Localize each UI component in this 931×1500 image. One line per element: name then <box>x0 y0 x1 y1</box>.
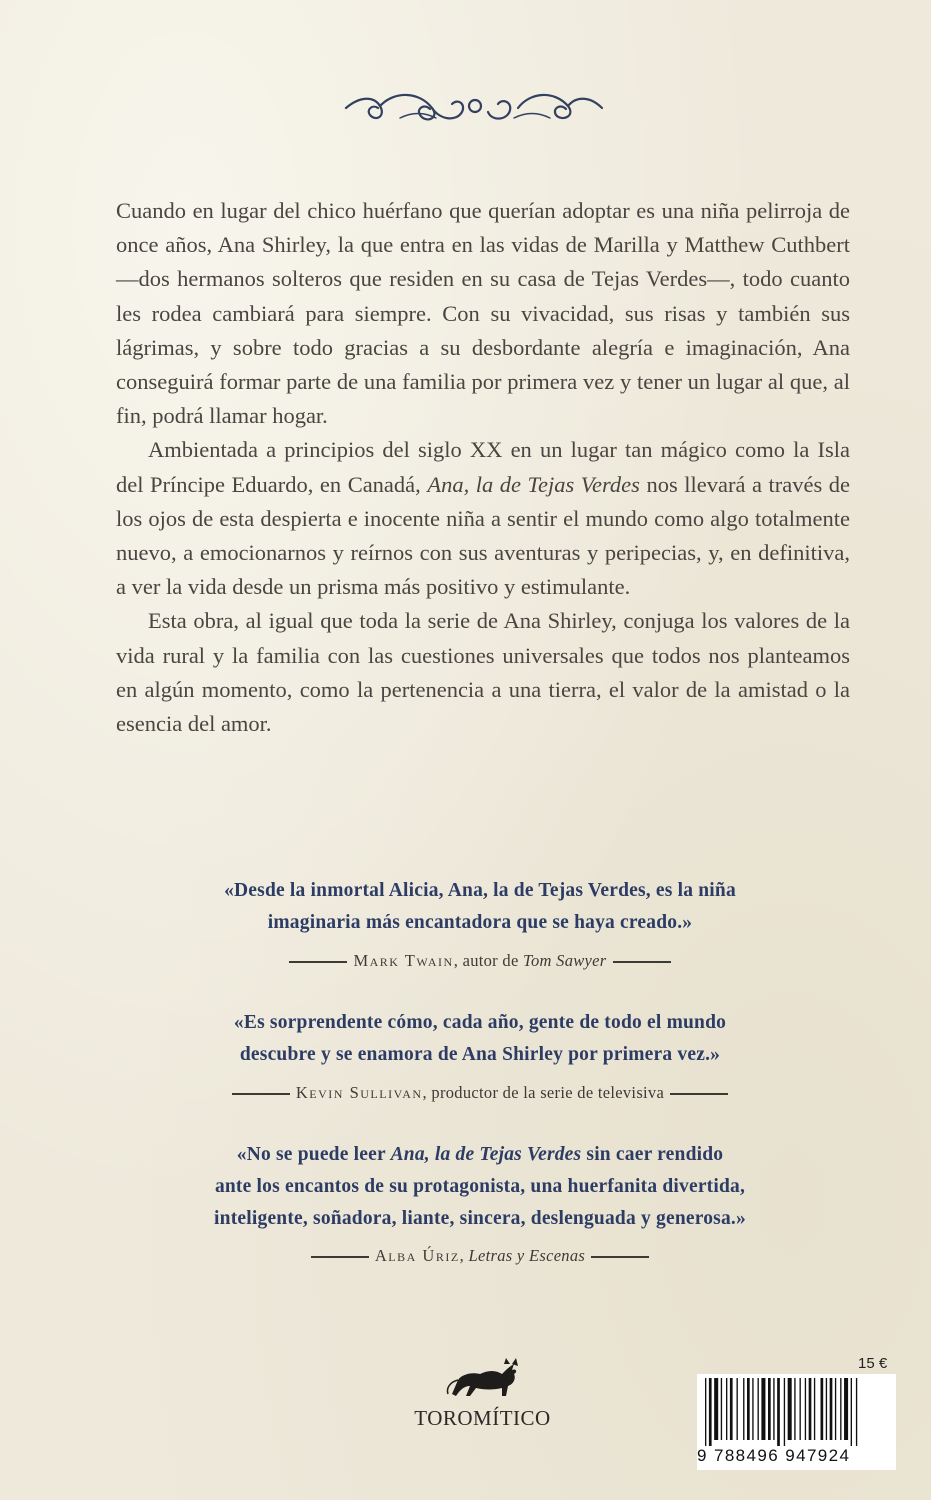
quote-attribution-3 <box>130 1246 830 1266</box>
quote-author-role: , productor de la serie de televisiva <box>422 1083 665 1102</box>
book-title: Ana, la de Tejas Verdes <box>427 471 640 497</box>
barcode-bar <box>743 1378 744 1440</box>
synopsis-paragraph-2 <box>116 433 850 604</box>
quote-author: Kevin Sullivan <box>295 1083 423 1102</box>
barcode-bar <box>809 1378 812 1440</box>
dash-rule <box>311 1256 369 1258</box>
barcode-bar <box>840 1378 841 1440</box>
barcode-bar <box>714 1378 718 1440</box>
quote-text: sin caer rendido <box>581 1144 724 1165</box>
synopsis-paragraph-1: Cuando en lugar del chico huérfano que querían adoptar es una niña pelirroja de once años, Ana Shirley, la que entra en las vidas de Marilla y Matthew Cuthbert —dos hermanos solteros que residen en su casa de Tejas Verdes—, todo cuanto les rodea cambiará para siempre. Con su vivacidad, sus risas y también sus lágrimas, y sobre todo gracias a su desbordante alegría e imaginación, Ana conseguirá formar parte de una familia por primera vez y tener un lugar al que, al fin, podrá llamar hogar. <box>116 198 850 429</box>
quote-work-title: Tom Sawyer <box>523 951 607 970</box>
barcode-bar <box>835 1378 836 1440</box>
barcode-bar <box>814 1378 815 1440</box>
barcode-bar <box>721 1378 722 1440</box>
quote-author: Alba Úriz <box>374 1246 460 1265</box>
barcode-bar <box>821 1378 824 1440</box>
review-quote-1 <box>130 875 830 939</box>
quote-text: «No se puede leer <box>236 1144 391 1165</box>
book-title: Ana, la de Tejas Verdes <box>390 1144 582 1165</box>
barcode-bar <box>773 1378 774 1440</box>
barcode-bar <box>830 1378 833 1440</box>
quote-attribution-1 <box>130 951 830 971</box>
quote-line: descubre y se enamora de Ana Shirley por primera vez.» <box>239 1044 721 1065</box>
dash-rule <box>232 1093 290 1095</box>
quote-author-role: , autor de <box>453 951 523 970</box>
barcode-bar <box>794 1378 795 1440</box>
quote-line: «Desde la inmortal Alicia, Ana, la de Tejas Verdes, es la niña <box>224 880 736 901</box>
barcode-bar <box>705 1378 706 1446</box>
dash-rule <box>289 961 347 963</box>
barcode-bar <box>777 1378 780 1446</box>
bull-icon <box>400 1350 565 1410</box>
barcode-bar <box>747 1378 750 1440</box>
barcode-bar <box>856 1378 857 1446</box>
synopsis-paragraph-3: Esta obra, al igual que toda la serie de Ana Shirley, conjuga los valores de la vida rural y la familia con las cuestiones universales que todos nos planteamos en algún momento, como la pertenencia a una tierra, el valor de la amistad o la esencia del amor. <box>116 608 850 737</box>
barcode-bar <box>768 1378 771 1440</box>
quote-line <box>130 1139 830 1171</box>
quote-author: Mark Twain <box>353 951 454 970</box>
barcode-bar <box>851 1378 852 1446</box>
barcode-bar <box>805 1378 806 1440</box>
quote-line: imaginaria más encantadora que se haya creado.» <box>267 912 693 933</box>
barcode-bar <box>726 1378 727 1440</box>
review-quote-3 <box>130 1139 830 1235</box>
barcode-bar <box>784 1378 785 1446</box>
barcode-bar <box>737 1378 738 1440</box>
barcode-bar <box>709 1378 712 1446</box>
price-label: 15 € <box>858 1355 888 1372</box>
quote-attribution-2 <box>130 1083 830 1103</box>
barcode-bar <box>758 1378 759 1440</box>
quote-work-title: Letras y Escenas <box>468 1246 586 1265</box>
barcode-bar <box>761 1378 765 1440</box>
synopsis <box>116 194 850 741</box>
synopsis-text: nos llevará a través de los ojos de esta despierta e inocente niña a sentir el mundo como algo totalmente nuevo, a emocionarnos y reírnos con sus aventuras y peripecias, y, en definitiva, a ver la vida desde un prisma más positivo y estimulante. <box>116 471 850 600</box>
isbn-number: 9 788496 947924 <box>697 1446 851 1465</box>
quote-line: inteligente, soñadora, liante, sincera, deslenguada y generosa.» <box>214 1208 746 1229</box>
quote-line: «Es sorprendente cómo, cada año, gente de todo el mundo <box>233 1012 727 1033</box>
barcode-bar <box>730 1378 733 1440</box>
barcode-bar <box>752 1378 753 1440</box>
ornament-flourish-icon <box>340 82 610 130</box>
barcode-icon <box>697 1374 896 1446</box>
barcode-bar <box>844 1378 848 1440</box>
review-quote-2 <box>130 1007 830 1071</box>
quote-line: ante los encantos de su protagonista, una huerfanita divertida, <box>214 1176 746 1197</box>
barcode-bar <box>826 1378 827 1440</box>
synopsis-text: Ambientada a principios del siglo XX en un lugar tan mágico como la Isla del Príncipe Eduardo, en Canadá, <box>116 437 850 497</box>
dash-rule <box>613 961 671 963</box>
barcode-bar <box>788 1378 792 1440</box>
dash-rule <box>591 1256 649 1258</box>
dash-rule <box>670 1093 728 1095</box>
quote-author-role: , <box>459 1246 469 1265</box>
publisher-name: TOROMÍTICO <box>414 1406 551 1430</box>
barcode-bar <box>800 1378 801 1440</box>
